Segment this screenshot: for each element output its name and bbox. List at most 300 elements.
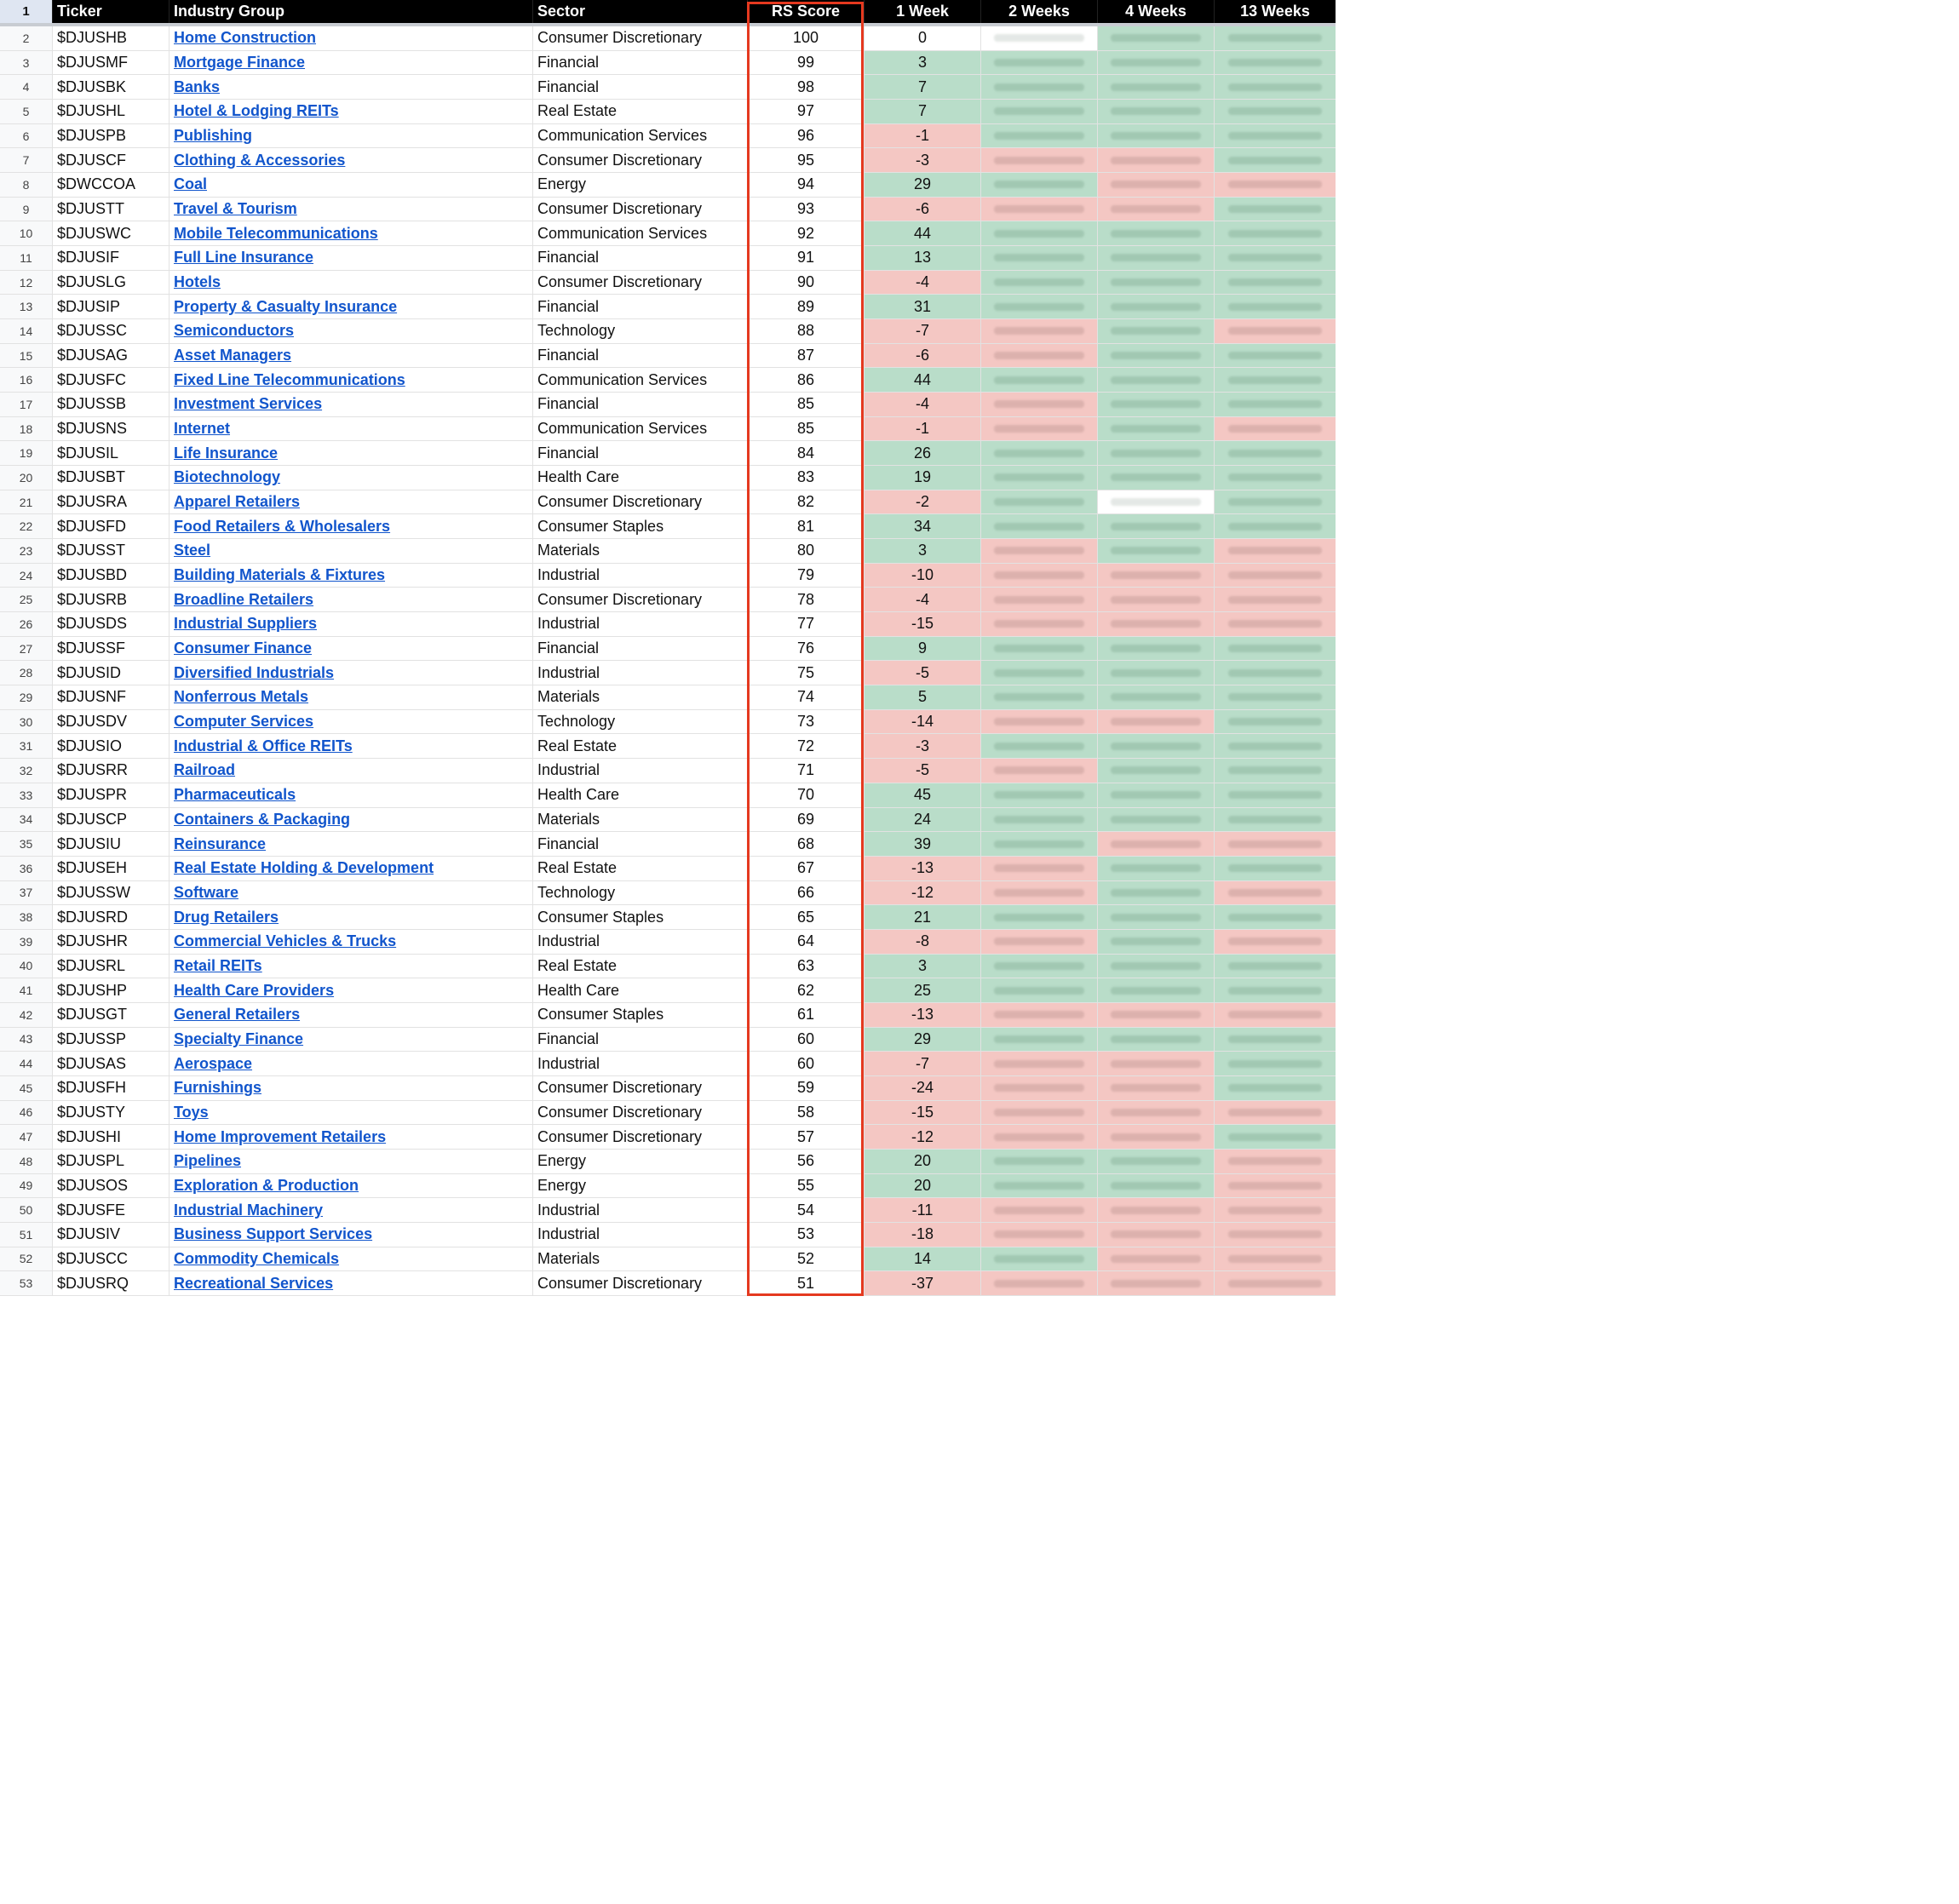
rs-score-cell[interactable]: 61 [748, 1003, 865, 1027]
week4-blurred-cell[interactable] [1098, 1003, 1215, 1027]
sector-cell[interactable]: Consumer Staples [533, 905, 748, 929]
week13-blurred-cell[interactable] [1215, 1271, 1336, 1295]
week4-blurred-cell[interactable] [1098, 978, 1215, 1002]
week2-blurred-cell[interactable] [981, 685, 1098, 709]
rs-score-cell[interactable]: 100 [748, 26, 865, 50]
week4-blurred-cell[interactable] [1098, 808, 1215, 832]
ticker-cell[interactable]: $DJUSHI [53, 1125, 169, 1149]
rs-score-cell[interactable]: 52 [748, 1247, 865, 1271]
row-number[interactable]: 51 [0, 1223, 53, 1247]
week1-change-cell[interactable]: -3 [865, 734, 981, 758]
industry-group-cell[interactable] [169, 1223, 533, 1247]
week4-blurred-cell[interactable] [1098, 198, 1215, 221]
week2-blurred-cell[interactable] [981, 1247, 1098, 1271]
sector-cell[interactable]: Financial [533, 1028, 748, 1052]
row-number[interactable]: 27 [0, 637, 53, 661]
rs-score-cell[interactable]: 87 [748, 344, 865, 368]
week13-blurred-cell[interactable] [1215, 368, 1336, 392]
industry-group-link[interactable]: Broadline Retailers [174, 590, 314, 608]
week2-blurred-cell[interactable] [981, 905, 1098, 929]
industry-group-link[interactable]: Hotel & Lodging REITs [174, 102, 339, 120]
week4-blurred-cell[interactable] [1098, 514, 1215, 538]
row-number[interactable]: 53 [0, 1271, 53, 1295]
rs-score-cell[interactable]: 85 [748, 417, 865, 441]
week4-blurred-cell[interactable] [1098, 417, 1215, 441]
week2-blurred-cell[interactable] [981, 368, 1098, 392]
rs-score-cell[interactable]: 91 [748, 246, 865, 270]
sector-cell[interactable]: Consumer Discretionary [533, 588, 748, 611]
industry-group-cell[interactable] [169, 1247, 533, 1271]
week1-change-cell[interactable]: -6 [865, 344, 981, 368]
industry-group-cell[interactable] [169, 1101, 533, 1125]
rs-score-cell[interactable]: 60 [748, 1052, 865, 1075]
industry-group-link[interactable]: Asset Managers [174, 347, 292, 364]
row-number[interactable]: 26 [0, 612, 53, 636]
week2-blurred-cell[interactable] [981, 1198, 1098, 1222]
ticker-cell[interactable]: $DJUSID [53, 661, 169, 685]
row-number[interactable]: 22 [0, 514, 53, 538]
industry-group-link[interactable]: Containers & Packaging [174, 810, 351, 828]
week4-blurred-cell[interactable] [1098, 1028, 1215, 1052]
week1-change-cell[interactable]: 25 [865, 978, 981, 1002]
week4-blurred-cell[interactable] [1098, 881, 1215, 905]
week13-blurred-cell[interactable] [1215, 637, 1336, 661]
week4-blurred-cell[interactable] [1098, 1101, 1215, 1125]
week1-change-cell[interactable]: -14 [865, 710, 981, 734]
industry-group-link[interactable]: Fixed Line Telecommunications [174, 370, 405, 388]
week4-blurred-cell[interactable] [1098, 26, 1215, 50]
row-number[interactable]: 5 [0, 100, 53, 123]
week13-blurred-cell[interactable] [1215, 783, 1336, 807]
week4-blurred-cell[interactable] [1098, 246, 1215, 270]
industry-group-link[interactable]: Retail REITs [174, 956, 262, 974]
week2-blurred-cell[interactable] [981, 198, 1098, 221]
week4-blurred-cell[interactable] [1098, 955, 1215, 978]
week2-blurred-cell[interactable] [981, 637, 1098, 661]
ticker-cell[interactable]: $DJUSSW [53, 881, 169, 905]
row-number[interactable]: 14 [0, 319, 53, 343]
ticker-cell[interactable]: $DJUSLG [53, 271, 169, 295]
week1-change-cell[interactable]: -37 [865, 1271, 981, 1295]
week13-blurred-cell[interactable] [1215, 124, 1336, 148]
row-number[interactable]: 49 [0, 1174, 53, 1198]
row-number[interactable]: 18 [0, 417, 53, 441]
col-header-1-week[interactable]: 1 Week [865, 0, 981, 23]
week13-blurred-cell[interactable] [1215, 490, 1336, 514]
week1-change-cell[interactable]: -6 [865, 198, 981, 221]
week2-blurred-cell[interactable] [981, 417, 1098, 441]
sector-cell[interactable]: Energy [533, 1150, 748, 1173]
ticker-cell[interactable]: $DJUSAG [53, 344, 169, 368]
week13-blurred-cell[interactable] [1215, 198, 1336, 221]
week1-change-cell[interactable]: 14 [865, 1247, 981, 1271]
week1-change-cell[interactable]: 13 [865, 246, 981, 270]
col-header-13-weeks[interactable]: 13 Weeks [1240, 3, 1310, 20]
rs-score-cell[interactable]: 59 [748, 1076, 865, 1100]
sector-cell[interactable]: Consumer Staples [533, 1003, 748, 1027]
industry-group-cell[interactable] [169, 564, 533, 588]
week2-blurred-cell[interactable] [981, 564, 1098, 588]
ticker-cell[interactable]: $DJUSRB [53, 588, 169, 611]
rs-score-cell[interactable]: 78 [748, 588, 865, 611]
week2-blurred-cell[interactable] [981, 857, 1098, 880]
row-number[interactable]: 45 [0, 1076, 53, 1100]
industry-group-link[interactable]: Exploration & Production [174, 1176, 359, 1194]
week2-blurred-cell[interactable] [981, 978, 1098, 1002]
week13-blurred-cell[interactable] [1215, 808, 1336, 832]
rs-score-cell[interactable]: 86 [748, 368, 865, 392]
sector-cell[interactable]: Industrial [533, 612, 748, 636]
industry-group-link[interactable]: Clothing & Accessories [174, 151, 346, 169]
row-number[interactable]: 39 [0, 930, 53, 954]
week1-change-cell[interactable]: 26 [865, 441, 981, 465]
sector-cell[interactable]: Materials [533, 685, 748, 709]
row-number[interactable]: 11 [0, 246, 53, 270]
ticker-cell[interactable]: $DJUSSP [53, 1028, 169, 1052]
week13-blurred-cell[interactable] [1215, 246, 1336, 270]
ticker-cell[interactable]: $DJUSAS [53, 1052, 169, 1075]
industry-group-cell[interactable] [169, 100, 533, 123]
row-number[interactable]: 52 [0, 1247, 53, 1271]
industry-group-link[interactable]: Steel [174, 542, 211, 559]
industry-group-cell[interactable] [169, 198, 533, 221]
sector-cell[interactable]: Financial [533, 441, 748, 465]
week4-blurred-cell[interactable] [1098, 637, 1215, 661]
week13-blurred-cell[interactable] [1215, 295, 1336, 318]
week1-change-cell[interactable]: -15 [865, 1101, 981, 1125]
ticker-cell[interactable]: $DJUSIU [53, 832, 169, 856]
sector-cell[interactable]: Financial [533, 637, 748, 661]
sector-cell[interactable]: Real Estate [533, 734, 748, 758]
week4-blurred-cell[interactable] [1098, 1125, 1215, 1149]
industry-group-link[interactable]: Real Estate Holding & Development [174, 859, 434, 877]
rs-score-cell[interactable]: 51 [748, 1271, 865, 1295]
week2-blurred-cell[interactable] [981, 881, 1098, 905]
industry-group-cell[interactable] [169, 1150, 533, 1173]
week2-blurred-cell[interactable] [981, 955, 1098, 978]
week13-blurred-cell[interactable] [1215, 319, 1336, 343]
industry-group-link[interactable]: Consumer Finance [174, 639, 313, 657]
rs-score-cell[interactable]: 95 [748, 148, 865, 172]
industry-group-link[interactable]: Hotels [174, 273, 221, 291]
rs-score-cell[interactable]: 85 [748, 393, 865, 416]
week1-change-cell[interactable]: -1 [865, 417, 981, 441]
row-number[interactable]: 24 [0, 564, 53, 588]
week1-change-cell[interactable]: -12 [865, 1125, 981, 1149]
rs-score-cell[interactable]: 74 [748, 685, 865, 709]
row-number[interactable]: 2 [0, 26, 53, 50]
industry-group-link[interactable]: Software [174, 883, 239, 901]
week2-blurred-cell[interactable] [981, 734, 1098, 758]
industry-group-cell[interactable] [169, 930, 533, 954]
week4-blurred-cell[interactable] [1098, 393, 1215, 416]
week1-change-cell[interactable]: -4 [865, 588, 981, 611]
rs-score-cell[interactable]: 56 [748, 1150, 865, 1173]
ticker-cell[interactable]: $DJUSSC [53, 319, 169, 343]
week2-blurred-cell[interactable] [981, 759, 1098, 783]
ticker-cell[interactable]: $DJUSRR [53, 759, 169, 783]
industry-group-cell[interactable] [169, 1028, 533, 1052]
rs-score-cell[interactable]: 72 [748, 734, 865, 758]
week2-blurred-cell[interactable] [981, 295, 1098, 318]
ticker-cell[interactable]: $DJUSIF [53, 246, 169, 270]
industry-group-link[interactable]: Food Retailers & Wholesalers [174, 517, 391, 535]
week13-blurred-cell[interactable] [1215, 905, 1336, 929]
industry-group-link[interactable]: Pipelines [174, 1152, 242, 1170]
rs-score-cell[interactable]: 99 [748, 51, 865, 75]
industry-group-cell[interactable] [169, 1198, 533, 1222]
industry-group-link[interactable]: Railroad [174, 761, 236, 779]
week13-blurred-cell[interactable] [1215, 1052, 1336, 1075]
week13-blurred-cell[interactable] [1215, 1247, 1336, 1271]
ticker-cell[interactable]: $DJUSHL [53, 100, 169, 123]
industry-group-cell[interactable] [169, 905, 533, 929]
week13-blurred-cell[interactable] [1215, 1101, 1336, 1125]
week1-change-cell[interactable]: -7 [865, 319, 981, 343]
week4-blurred-cell[interactable] [1098, 368, 1215, 392]
rs-score-cell[interactable]: 62 [748, 978, 865, 1002]
ticker-cell[interactable]: $DJUSHR [53, 930, 169, 954]
sector-cell[interactable]: Communication Services [533, 368, 748, 392]
week4-blurred-cell[interactable] [1098, 319, 1215, 343]
row-number[interactable]: 7 [0, 148, 53, 172]
week13-blurred-cell[interactable] [1215, 466, 1336, 490]
industry-group-cell[interactable] [169, 783, 533, 807]
industry-group-link[interactable]: Diversified Industrials [174, 663, 335, 681]
row-number[interactable]: 9 [0, 198, 53, 221]
industry-group-link[interactable]: Life Insurance [174, 444, 279, 462]
week1-change-cell[interactable]: 29 [865, 173, 981, 197]
week4-blurred-cell[interactable] [1098, 1247, 1215, 1271]
row-number[interactable]: 3 [0, 51, 53, 75]
ticker-cell[interactable]: $DJUSBD [53, 564, 169, 588]
ticker-cell[interactable]: $DJUSFC [53, 368, 169, 392]
week1-change-cell[interactable]: 39 [865, 832, 981, 856]
sector-cell[interactable]: Consumer Discretionary [533, 1076, 748, 1100]
industry-group-cell[interactable] [169, 955, 533, 978]
week13-blurred-cell[interactable] [1215, 173, 1336, 197]
rs-score-cell[interactable]: 94 [748, 173, 865, 197]
industry-group-cell[interactable] [169, 246, 533, 270]
industry-group-cell[interactable] [169, 368, 533, 392]
industry-group-cell[interactable] [169, 26, 533, 50]
rs-score-cell[interactable]: 66 [748, 881, 865, 905]
col-header-industry-group[interactable]: Industry Group [169, 0, 533, 23]
week2-blurred-cell[interactable] [981, 1028, 1098, 1052]
ticker-cell[interactable]: $DJUSDV [53, 710, 169, 734]
week4-blurred-cell[interactable] [1098, 710, 1215, 734]
industry-group-link[interactable]: Internet [174, 420, 231, 438]
week2-blurred-cell[interactable] [981, 710, 1098, 734]
row-number[interactable]: 15 [0, 344, 53, 368]
industry-group-cell[interactable] [169, 685, 533, 709]
industry-group-cell[interactable] [169, 148, 533, 172]
week2-blurred-cell[interactable] [981, 588, 1098, 611]
sector-cell[interactable]: Energy [533, 1174, 748, 1198]
week4-blurred-cell[interactable] [1098, 1271, 1215, 1295]
week13-blurred-cell[interactable] [1215, 978, 1336, 1002]
rs-score-cell[interactable]: 64 [748, 930, 865, 954]
week4-blurred-cell[interactable] [1098, 271, 1215, 295]
week4-blurred-cell[interactable] [1098, 1223, 1215, 1247]
sector-cell[interactable]: Consumer Discretionary [533, 490, 748, 514]
week4-blurred-cell[interactable] [1098, 173, 1215, 197]
week4-blurred-cell[interactable] [1098, 124, 1215, 148]
ticker-cell[interactable]: $DJUSIP [53, 295, 169, 318]
week4-blurred-cell[interactable] [1098, 588, 1215, 611]
week1-change-cell[interactable]: -12 [865, 881, 981, 905]
industry-group-cell[interactable] [169, 490, 533, 514]
ticker-cell[interactable]: $DJUSBT [53, 466, 169, 490]
col-header-4-weeks[interactable]: 4 Weeks [1098, 0, 1215, 23]
week4-blurred-cell[interactable] [1098, 905, 1215, 929]
week13-blurred-cell[interactable] [1215, 514, 1336, 538]
rs-score-cell[interactable]: 97 [748, 100, 865, 123]
row-number[interactable]: 44 [0, 1052, 53, 1075]
industry-group-cell[interactable] [169, 417, 533, 441]
sector-cell[interactable]: Financial [533, 295, 748, 318]
row-number[interactable]: 31 [0, 734, 53, 758]
week2-blurred-cell[interactable] [981, 246, 1098, 270]
industry-group-cell[interactable] [169, 295, 533, 318]
rs-score-cell[interactable]: 73 [748, 710, 865, 734]
rs-score-cell[interactable]: 68 [748, 832, 865, 856]
sector-cell[interactable]: Materials [533, 808, 748, 832]
week13-blurred-cell[interactable] [1215, 881, 1336, 905]
row-number[interactable]: 42 [0, 1003, 53, 1027]
week13-blurred-cell[interactable] [1215, 51, 1336, 75]
week2-blurred-cell[interactable] [981, 1223, 1098, 1247]
ticker-cell[interactable]: $DJUSFE [53, 1198, 169, 1222]
sector-cell[interactable]: Materials [533, 539, 748, 563]
week13-blurred-cell[interactable] [1215, 539, 1336, 563]
week1-change-cell[interactable]: -10 [865, 564, 981, 588]
industry-group-cell[interactable] [169, 124, 533, 148]
week13-blurred-cell[interactable] [1215, 1150, 1336, 1173]
row-header-1[interactable]: 1 [0, 0, 53, 23]
row-number[interactable]: 12 [0, 271, 53, 295]
sector-cell[interactable]: Financial [533, 393, 748, 416]
sector-cell[interactable]: Consumer Discretionary [533, 198, 748, 221]
row-number[interactable]: 16 [0, 368, 53, 392]
rs-score-cell[interactable]: 63 [748, 955, 865, 978]
ticker-cell[interactable]: $DJUSRL [53, 955, 169, 978]
rs-score-cell[interactable]: 98 [748, 75, 865, 99]
week4-blurred-cell[interactable] [1098, 612, 1215, 636]
row-number[interactable]: 34 [0, 808, 53, 832]
col-header-rs-score[interactable]: RS Score [748, 0, 865, 23]
row-number[interactable]: 17 [0, 393, 53, 416]
industry-group-link[interactable]: Publishing [174, 127, 252, 145]
row-number[interactable]: 46 [0, 1101, 53, 1125]
sector-cell[interactable]: Financial [533, 75, 748, 99]
week1-change-cell[interactable]: 5 [865, 685, 981, 709]
sector-cell[interactable]: Consumer Discretionary [533, 1125, 748, 1149]
industry-group-cell[interactable] [169, 710, 533, 734]
week1-change-cell[interactable]: 19 [865, 466, 981, 490]
week1-change-cell[interactable]: -7 [865, 1052, 981, 1075]
row-number[interactable]: 33 [0, 783, 53, 807]
week2-blurred-cell[interactable] [981, 1271, 1098, 1295]
industry-group-link[interactable]: Furnishings [174, 1079, 261, 1097]
sector-cell[interactable]: Communication Services [533, 417, 748, 441]
sector-cell[interactable]: Energy [533, 173, 748, 197]
industry-group-cell[interactable] [169, 514, 533, 538]
rs-score-cell[interactable]: 89 [748, 295, 865, 318]
rs-score-cell[interactable]: 58 [748, 1101, 865, 1125]
industry-group-link[interactable]: Computer Services [174, 713, 314, 731]
row-number[interactable]: 19 [0, 441, 53, 465]
ticker-cell[interactable]: $DJUSIL [53, 441, 169, 465]
rs-score-cell[interactable]: 70 [748, 783, 865, 807]
sector-cell[interactable]: Industrial [533, 1198, 748, 1222]
week13-blurred-cell[interactable] [1215, 100, 1336, 123]
week4-blurred-cell[interactable] [1098, 441, 1215, 465]
week4-blurred-cell[interactable] [1098, 466, 1215, 490]
industry-group-cell[interactable] [169, 1003, 533, 1027]
week4-blurred-cell[interactable] [1098, 1052, 1215, 1075]
week1-change-cell[interactable]: -13 [865, 1003, 981, 1027]
sector-cell[interactable]: Real Estate [533, 857, 748, 880]
week1-change-cell[interactable]: 44 [865, 221, 981, 245]
ticker-cell[interactable]: $DJUSEH [53, 857, 169, 880]
rs-score-cell[interactable]: 81 [748, 514, 865, 538]
rs-score-cell[interactable]: 67 [748, 857, 865, 880]
week1-change-cell[interactable]: 7 [865, 75, 981, 99]
week4-blurred-cell[interactable] [1098, 539, 1215, 563]
week2-blurred-cell[interactable] [981, 808, 1098, 832]
week1-change-cell[interactable]: 45 [865, 783, 981, 807]
industry-group-link[interactable]: Industrial Suppliers [174, 615, 318, 633]
week1-change-cell[interactable]: -5 [865, 759, 981, 783]
week13-blurred-cell[interactable] [1215, 148, 1336, 172]
rs-score-cell[interactable]: 65 [748, 905, 865, 929]
week1-change-cell[interactable]: 9 [865, 637, 981, 661]
industry-group-link[interactable]: Full Line Insurance [174, 249, 314, 267]
industry-group-cell[interactable] [169, 1052, 533, 1075]
week2-blurred-cell[interactable] [981, 124, 1098, 148]
week2-blurred-cell[interactable] [981, 466, 1098, 490]
sector-cell[interactable]: Industrial [533, 1223, 748, 1247]
industry-group-cell[interactable] [169, 221, 533, 245]
week4-blurred-cell[interactable] [1098, 832, 1215, 856]
week13-blurred-cell[interactable] [1215, 832, 1336, 856]
industry-group-link[interactable]: Banks [174, 77, 221, 95]
ticker-cell[interactable]: $DJUSWC [53, 221, 169, 245]
week2-blurred-cell[interactable] [981, 271, 1098, 295]
ticker-cell[interactable]: $DJUSNF [53, 685, 169, 709]
row-number[interactable]: 43 [0, 1028, 53, 1052]
industry-group-link[interactable]: Health Care Providers [174, 981, 335, 999]
rs-score-cell[interactable]: 69 [748, 808, 865, 832]
row-number[interactable]: 20 [0, 466, 53, 490]
week1-change-cell[interactable]: 0 [865, 26, 981, 50]
week1-change-cell[interactable]: 20 [865, 1150, 981, 1173]
industry-group-cell[interactable] [169, 978, 533, 1002]
week2-blurred-cell[interactable] [981, 393, 1098, 416]
week1-change-cell[interactable]: -13 [865, 857, 981, 880]
industry-group-cell[interactable] [169, 319, 533, 343]
ticker-cell[interactable]: $DJUSPR [53, 783, 169, 807]
week1-change-cell[interactable]: 20 [865, 1174, 981, 1198]
week4-blurred-cell[interactable] [1098, 783, 1215, 807]
sector-cell[interactable]: Industrial [533, 564, 748, 588]
rs-score-cell[interactable]: 96 [748, 124, 865, 148]
week13-blurred-cell[interactable] [1215, 955, 1336, 978]
week1-change-cell[interactable]: -24 [865, 1076, 981, 1100]
industry-group-cell[interactable] [169, 857, 533, 880]
industry-group-link[interactable]: Building Materials & Fixtures [174, 566, 386, 584]
